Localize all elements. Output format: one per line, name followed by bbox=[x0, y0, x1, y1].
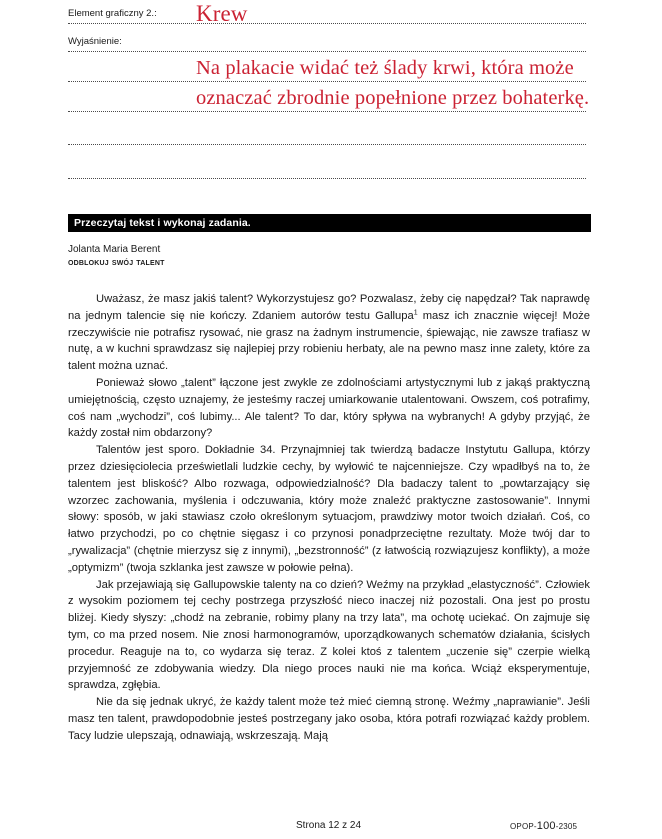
footer-code-mid: 100 bbox=[536, 820, 556, 832]
footer-document-code bbox=[510, 820, 577, 832]
answer-dotted-line-6[interactable] bbox=[68, 177, 586, 179]
footnote-marker: 1 bbox=[413, 309, 418, 317]
paragraph-text-3: Talentów jest sporo. Dokładnie 34. Przynajmniej tak twierdzą badacze Instytutu Gallupa, którzy przez dziesięciolecia prześwietlali ludzkie cechy, by wyłowić te najcenniejsze. Czy wpadłbyś na to, że talentem jest bliskość? Albo rozwaga, odpowiedzialność? Dla badaczy talent to „powtarzający się wzorzec zachowania, myślenia i odczuwania, który może znaleźć praktyczne zastosowanie”. Innymi słowy: sposób, w jaki stawiasz czoło określonym sytuacjom, prawdziwy motor twoich działań. Coś, co łatwo przychodzi, po co chętnie sięgasz i co przynosi ponadprzeciętne rezultaty. Może twój dar to „rywalizacja” (chętnie mierzysz się z innymi), „bezstronność” (z łatwością rozwiązujesz konflikty), a może „optymizm” (twoja szklanka jest zawsze w połowie pełna). bbox=[68, 444, 590, 574]
answer-area bbox=[68, 0, 590, 196]
paragraph-text-4: Jak przejawiają się Gallupowskie talenty na co dzień? Weźmy na przykład „elastyczność”. Człowiek z wysokim poziomem tej cechy postrzega przyszłość nieco inaczej niż pozostali. Ona jest po prostu bliżej. Kiedy słyszy: „chodź na zebranie, robimy plany na trzy lata”, ma ochotę uciekać. On zajmuje się tym, co ma przed nosem. Nie znosi harmonogramów, uporządkowanych schematów działania, ścisłych procedur. Reaguje na to, co wydarza się teraz. Z kolei ktoś z talentem „uczenie się” czerpie wielką przyjemność ze zdobywania wiedzy. Dla niego proces nauki nie ma końca. Wciąż eksperymentuje, sprawdza, zgłębia. bbox=[68, 578, 590, 692]
handwritten-answer-explanation: Na plakacie widać też ślady krwi, która może oznaczać zbrodnie popełnione przez bohaterkę. bbox=[196, 57, 590, 109]
source-title: odblokuj swój talent bbox=[68, 257, 165, 268]
label-wyjasnienie: Wyjaśnienie: bbox=[68, 36, 125, 47]
article-paragraph bbox=[68, 375, 590, 442]
article-body bbox=[68, 291, 590, 745]
paragraph-text-1: Uważasz, że masz jakiś talent? Wykorzystujesz go? Pozwalasz, żeby cię napędzał? Tak naprawdę na jednym talencie się nie kończy. Zdaniem autorów testu Gallupa$^1$ masz ich znacznie więcej! Może rzeczywiście nie potrafisz rysować, nie grasz na żadnym instrumencie, śpiewając, nie zawsze trafiasz w nutę, a w kuchni sprawdzasz się najlepiej przy robieniu herbaty, ale na pewno masz inne zalety, które za talent można uznać. bbox=[68, 293, 590, 373]
label-element-graficzny: Element graficzny 2.: bbox=[68, 8, 160, 19]
footer-page-number: Strona 12 z 24 bbox=[296, 820, 362, 831]
paragraph-text-5: Nie da się jednak ukryć, że każdy talent może też mieć ciemną stronę. Weźmy „naprawianie”. Jeśli masz ten talent, prawdopodobnie jesteś postrzegany jako osoba, która potrafi rozwiązać każdy problem. Tacy ludzie ulepszają, odnawiają, wskrzeszają. Mają bbox=[68, 696, 590, 742]
answer-dotted-line-5[interactable] bbox=[68, 143, 586, 145]
instruction-banner: Przeczytaj tekst i wykonaj zadania. bbox=[68, 214, 591, 232]
answer-dotted-line-2[interactable] bbox=[68, 50, 586, 52]
footer-code-prefix: OPOP- bbox=[510, 822, 537, 831]
page-footer bbox=[0, 820, 662, 836]
source-attribution bbox=[68, 243, 588, 270]
source-author: Jolanta Maria Berent bbox=[68, 244, 161, 255]
article-paragraph bbox=[68, 694, 590, 744]
footer-code-suffix: -2305 bbox=[555, 822, 578, 831]
article-paragraph bbox=[68, 442, 590, 576]
answer-dotted-line-1[interactable] bbox=[68, 22, 586, 24]
article-paragraph bbox=[68, 291, 590, 375]
handwritten-answer-element: Krew bbox=[196, 1, 248, 26]
article-paragraph bbox=[68, 577, 590, 695]
paragraph-text-2: Ponieważ słowo „talent” łączone jest zwykle ze zdolnościami artystycznymi lub z jakąś praktyczną umiejętnością, często uznajemy, że jesteśmy raczej umiarkowanie utalentowani. Owszem, coś potrafimy, coś nam „wychodzi”, coś lubimy... Ale talent? To dar, który spływa na wybranych! A gdyby przyjąć, że każdy został nim obdarzony? bbox=[68, 376, 590, 440]
